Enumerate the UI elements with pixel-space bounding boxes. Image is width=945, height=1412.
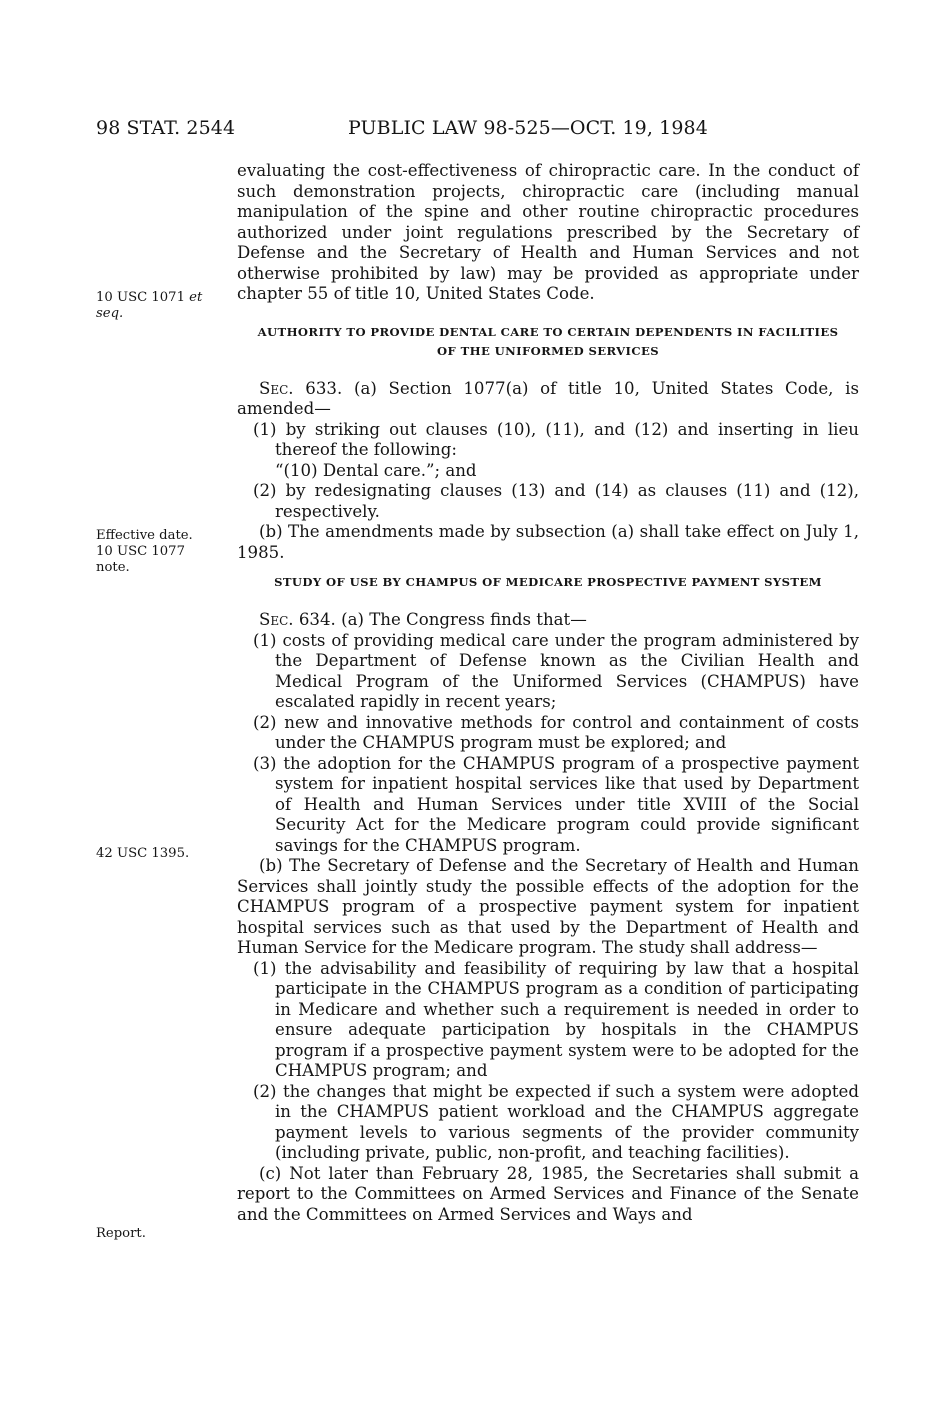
section-634-heading: STUDY OF USE BY CHAMPUS OF MEDICARE PROSPECTIVE PAYMENT SYSTEM [274,575,822,589]
margin-note-usc-1077-note: note. [96,560,130,575]
margin-note-usc-1071-cite: 10 USC 1071 [96,290,185,305]
section-634-a [237,610,859,631]
margin-note-usc-1071 [96,290,226,322]
margin-note-effective-label: Effective date. [96,528,193,543]
section-634-a-2: (2) new and innovative methods for control and containment of costs under the CHAMPUS program must be explored; and [253,712,859,752]
section-633-a-text: 633. (a) Section 1077(a) of title 10, United States Code, is amended— [237,378,859,418]
section-633-a-1: (1) by striking out clauses (10), (11), and (12) and inserting in lieu thereof the following: [253,419,859,459]
section-633-a-2: (2) by redesignating clauses (13) and (14) as clauses (11) and (12), respectively. [253,481,859,521]
body-text [237,161,859,1225]
section-633-b: (b) The amendments made by subsection (a) shall take effect on July 1, 1985. [237,522,859,562]
section-634-b-1: (1) the advisability and feasibility of requiring by law that a hospital participate in the CHAMPUS program as a condition of participating in Medicare and whether such a requirement is needed in order to ensure adequate participation by hospitals in the CHAMPUS program if a prospective payment system were to be adopted for the CHAMPUS program; and [253,958,859,1080]
section-634-lead: Sec. [259,610,294,629]
section-633-lead: Sec. [259,378,294,398]
section-633-a [237,379,859,420]
section-634-b: (b) The Secretary of Defense and the Secretary of Health and Human Services shall jointly study the possible effects of the adoption for the CHAMPUS program of a prospective payment system for inpatient hospital services such as that used by the Department of Health and Human Service for the Medicare program. The study shall address— [237,856,859,957]
section-634-c: (c) Not later than February 28, 1985, the Secretaries shall submit a report to the Committees on Armed Services and Finance of the Senate and the Committees on Armed Services and Ways and [237,1163,859,1224]
margin-note-usc-1077: 10 USC 1077 [96,544,185,559]
paragraph-intro: evaluating the cost-effectiveness of chiropractic care. In the conduct of such demonstration projects, chiropractic care (including manual manipulation of the spine and other routine chiropractic procedures authorized under joint regulations prescribed by the Secretary of Defense and the Secretary of Health and Human Services and not otherwise prohibited by law) may be provided as appropriate under chapter 55 of title 10, United States Code. [237,161,859,303]
section-633-heading: AUTHORITY TO PROVIDE DENTAL CARE TO CERTAIN DEPENDENTS IN FACILITIES OF THE UNIFORMED SERVICES [257,324,839,358]
margin-note-report: Report. [96,1226,146,1241]
section-634-a-text: 634. (a) The Congress finds that— [293,610,587,629]
section-634-b-2: (2) the changes that might be expected if such a system were adopted in the CHAMPUS patient workload and the CHAMPUS aggregate payment levels to various segments of the provider community (including private, public, non-profit, and teaching facilities). [253,1081,859,1162]
page-title: PUBLIC LAW 98-525—OCT. 19, 1984 [348,117,708,139]
margin-note-effective-date [96,528,226,576]
margin-note-usc-1071-suffix: et seq. [96,290,203,321]
margin-note-usc-1395: 42 USC 1395. [96,846,190,861]
section-634-a-1: (1) costs of providing medical care under the program administered by the Department of Defense known as the Civilian Health and Medical Program of the Uniformed Services (CHAMPUS) have escalated rapidly in recent years; [253,630,859,711]
section-634-a-3: (3) the adoption for the CHAMPUS program of a prospective payment system for inpatient hospital services like that used by Department of Health and Human Services under title XVIII of the Social Security Act for the Medicare program could provide significant savings for the CHAMPUS program. [253,753,859,855]
statute-citation: 98 STAT. 2544 [96,117,236,139]
section-633-a-1-quote: “(10) Dental care.”; and [275,460,477,480]
